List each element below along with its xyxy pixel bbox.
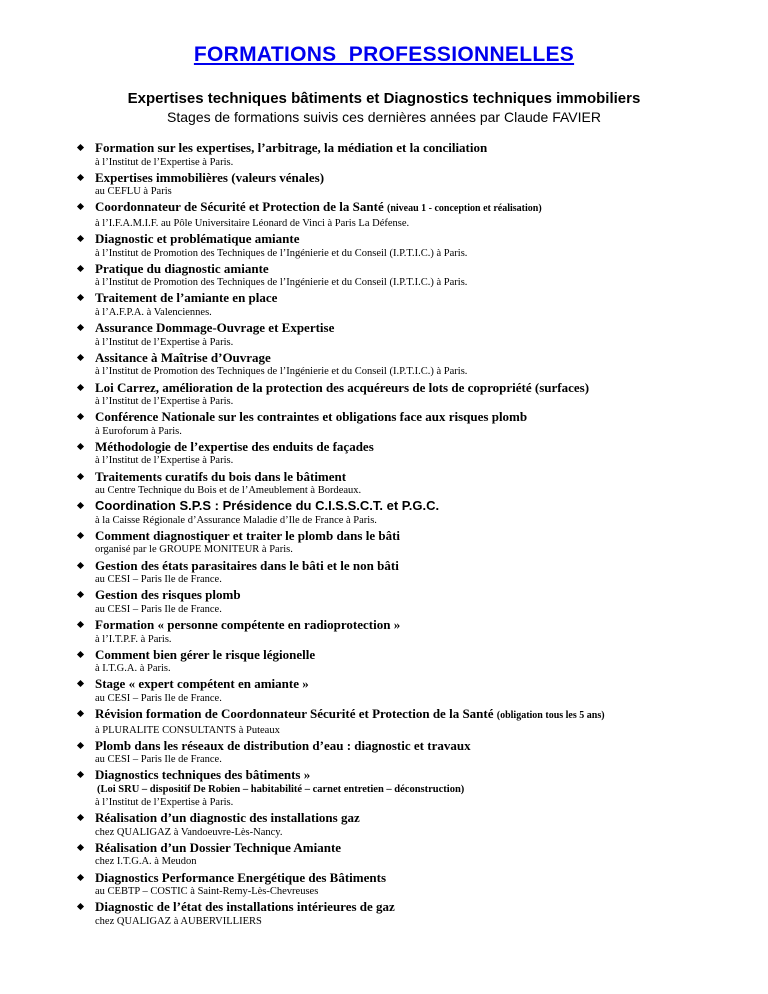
page-subtitle: Expertises techniques bâtiments et Diagnostics techniques immobiliers [127,90,641,107]
training-heading [95,469,755,485]
training-item [75,587,755,616]
training-item [75,676,755,705]
training-location: à l’Institut de l’Expertise à Paris. [95,156,234,168]
training-location: chez QUALIGAZ à AUBERVILLIERS [95,915,262,927]
diamond-bullet-icon [77,413,84,420]
training-heading [95,140,755,156]
training-heading [95,261,755,277]
training-item [75,810,755,839]
training-heading [95,170,755,186]
diamond-bullet-icon [77,203,84,210]
training-item [75,469,755,498]
training-title: Réalisation d’un Dossier Technique Amiante [95,839,342,855]
training-heading [95,409,755,425]
training-item [75,320,755,349]
training-location: à PLURALITE CONSULTANTS à Puteaux [95,724,280,736]
training-location: à l’A.F.P.A. à Valenciennes. [95,306,212,318]
training-title: Loi Carrez, amélioration de la protection des acquéreurs de lots de copropriété (surfaces) [95,379,590,395]
training-heading [95,647,755,663]
training-heading [95,498,755,514]
training-item [75,706,755,737]
training-heading [95,199,755,217]
training-location: au CEBTP – COSTIC à Saint-Remy-Lès-Chevreuses [95,886,319,897]
diamond-bullet-icon [77,873,84,880]
training-title: Diagnostics Performance Energétique des Bâtiments [95,869,387,885]
training-item [75,558,755,587]
training-heading [95,528,755,544]
diamond-bullet-icon [77,651,84,658]
training-item [75,170,755,199]
training-location: au CESI – Paris Ile de France. [95,603,222,615]
diamond-bullet-icon [77,174,84,181]
training-list [75,140,755,929]
diamond-bullet-icon [77,621,84,628]
training-item [75,498,755,527]
training-location: à l’Institut de Promotion des Techniques de l’Ingénierie et du Conseil (I.P.T.I.C.) à Paris. [95,277,468,289]
training-title: Formation sur les expertises, l’arbitrage, la médiation et la conciliation [95,140,488,155]
training-item [75,617,755,646]
training-heading [95,380,755,396]
training-heading [95,706,755,724]
training-title: Assurance Dommage-Ouvrage et Expertise [95,320,335,336]
training-title: Coordonnateur de Sécurité et Protection de la Santé [95,199,384,215]
training-item [75,439,755,468]
diamond-bullet-icon [77,814,84,821]
training-location: à l’Institut de Promotion des Techniques de l’Ingénierie et du Conseil (I.P.T.I.C.) à Paris. [95,366,468,378]
training-location: chez I.T.G.A. à Meudon [95,856,197,868]
training-item [75,350,755,379]
training-location: à la Caisse Régionale d’Assurance Maladie d’Ile de France à Paris. [95,514,377,526]
training-location: à l’Institut de Promotion des Techniques de l’Ingénierie et du Conseil (I.P.T.I.C.) à Paris. [95,247,468,259]
training-item [75,870,755,899]
diamond-bullet-icon [77,710,84,717]
training-item [75,528,755,557]
page-title: FORMATIONS PROFESSIONNELLES [193,43,575,66]
diamond-bullet-icon [77,771,84,778]
diamond-bullet-icon [77,502,84,509]
training-heading [95,617,755,633]
training-title: Réalisation d’un diagnostic des installations gaz [95,810,360,826]
training-heading [95,738,755,754]
page-subtitle-secondary: Stages de formations suivis ces dernières années par Claude FAVIER [167,109,601,125]
training-location: au CEFLU à Paris [95,186,172,198]
training-heading [95,290,755,306]
training-heading [95,558,755,574]
training-item [75,409,755,438]
training-title: Comment bien gérer le risque légionelle [95,646,316,662]
training-title: Stage « expert compétent en amiante » [95,676,309,692]
training-note: (obligation tous les 5 ans) [496,710,605,722]
diamond-bullet-icon [77,844,84,851]
training-location: à l’I.T.P.F. à Paris. [95,633,172,645]
training-title: Gestion des risques plomb [95,587,241,603]
training-heading [95,899,755,915]
training-title: Plomb dans les réseaux de distribution d’eau : diagnostic et travaux [95,737,471,753]
training-title: Coordination S.P.S : Présidence du C.I.S.S.C.T. et P.G.C. [95,498,440,514]
training-heading [95,231,755,247]
diamond-bullet-icon [77,742,84,749]
training-location: à Euroforum à Paris. [95,425,182,437]
training-item [75,738,755,767]
training-location: à l’I.F.A.M.I.F. au Pôle Universitaire Léonard de Vinci à Paris La Défense. [95,217,410,229]
training-title: Diagnostic et problématique amiante [95,231,300,247]
training-location: à l’Institut de l’Expertise à Paris. [95,455,234,467]
training-note: (niveau 1 - conception et réalisation) [386,203,542,215]
training-location: à l’Institut de l’Expertise à Paris. [95,396,234,407]
training-heading [95,320,755,336]
training-title: Diagnostic de l’état des installations intérieures de gaz [95,899,395,915]
training-item [75,231,755,260]
training-item [75,840,755,869]
diamond-bullet-icon [77,903,84,910]
training-location: chez QUALIGAZ à Vandoeuvre-Lès-Nancy. [95,826,283,838]
diamond-bullet-icon [77,144,84,151]
training-title: Comment diagnostiquer et traiter le plomb dans le bâti [95,527,401,543]
training-item [75,199,755,230]
training-location: au CESI – Paris Ile de France. [95,574,222,586]
training-topics: (Loi SRU – dispositif De Robien – habitabilité – carnet entretien – déconstruction) [97,783,465,795]
training-location: au CESI – Paris Ile de France. [95,754,222,766]
training-heading [95,587,755,603]
diamond-bullet-icon [77,443,84,450]
diamond-bullet-icon [77,532,84,539]
diamond-bullet-icon [77,591,84,598]
training-title: Traitements curatifs du bois dans le bâtiment [95,468,347,484]
diamond-bullet-icon [77,562,84,569]
training-item [75,899,755,928]
training-location: à I.T.G.A. à Paris. [95,663,171,675]
training-location: à l’Institut de l’Expertise à Paris. [95,336,234,348]
training-heading [95,840,755,856]
diamond-bullet-icon [77,473,84,480]
training-title: Diagnostics techniques des bâtiments » [95,767,311,783]
training-title: Traitement de l’amiante en place [95,290,278,306]
training-location: au CESI – Paris Ile de France. [95,692,222,704]
diamond-bullet-icon [77,680,84,687]
training-location: organisé par le GROUPE MONITEUR à Paris. [95,544,293,556]
training-heading [95,810,755,826]
training-title: Formation « personne compétente en radioprotection » [95,617,401,632]
training-item [75,290,755,319]
training-heading [95,350,755,366]
diamond-bullet-icon [77,265,84,272]
diamond-bullet-icon [77,354,84,361]
training-item [75,647,755,676]
training-title: Assitance à Maîtrise d’Ouvrage [95,349,271,365]
diamond-bullet-icon [77,294,84,301]
training-heading [95,767,755,783]
training-title: Conférence Nationale sur les contraintes et obligations face aux risques plomb [95,409,528,425]
training-title: Méthodologie de l’expertise des enduits de façades [95,438,374,454]
training-heading [95,870,755,886]
training-title: Gestion des états parasitaires dans le bâti et le non bâti [95,557,399,573]
training-item [75,380,755,409]
training-title: Pratique du diagnostic amiante [95,260,269,276]
training-heading [95,439,755,455]
training-heading [95,676,755,692]
diamond-bullet-icon [77,383,84,390]
diamond-bullet-icon [77,235,84,242]
training-item [75,767,755,809]
training-item [75,140,755,169]
training-location: à l’Institut de l’Expertise à Paris. [95,796,234,808]
diamond-bullet-icon [77,324,84,331]
training-title: Révision formation de Coordonnateur Sécurité et Protection de la Santé [95,706,494,722]
training-item [75,261,755,290]
training-title: Expertises immobilières (valeurs vénales) [95,169,325,185]
training-location: au Centre Technique du Bois et de l’Ameublement à Bordeaux. [95,485,362,497]
